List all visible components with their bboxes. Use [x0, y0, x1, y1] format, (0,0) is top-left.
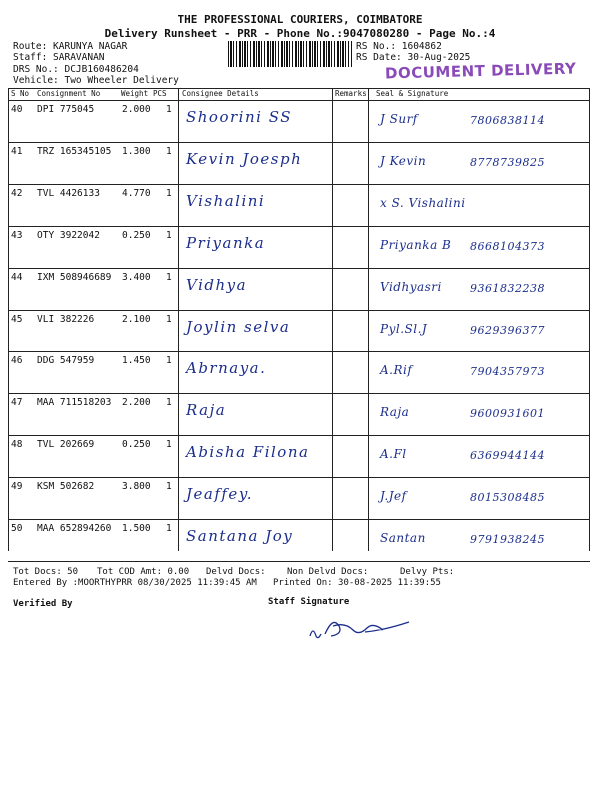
col-header-remarks: Remarks [335, 89, 367, 98]
consignment-number: MAA 711518203 [37, 397, 112, 409]
consignment-number: MAA 652894260 [37, 523, 112, 534]
consignee-name-handwritten: Santana Joy [186, 527, 294, 545]
consignee-name-handwritten: Abrnaya. [186, 359, 267, 378]
consignment-number: IXM 508946689 [37, 271, 112, 283]
table-row [8, 142, 590, 184]
delivery-points: Delvy Pts: [400, 567, 455, 577]
staff-signature-label: Staff Signature [268, 597, 350, 607]
signature-phone-handwritten: 9629396377 [470, 323, 545, 337]
serial-number: 50 [11, 523, 23, 534]
serial-number: 43 [11, 229, 23, 241]
total-cod-amount: Tot COD Amt: 0.00 [97, 567, 190, 577]
weight: 2.000 [122, 104, 151, 115]
table-row [8, 268, 590, 310]
table-row [8, 393, 590, 435]
weight: 0.250 [122, 229, 151, 241]
table-row [8, 435, 590, 477]
total-docs: Tot Docs: 50 [13, 567, 79, 577]
serial-number: 47 [11, 397, 23, 409]
pieces: 1 [166, 187, 172, 199]
col-header-consignee: Consignee Details [182, 89, 259, 98]
col-header-consignment: Consignment No [37, 89, 101, 98]
weight: 3.400 [122, 271, 151, 283]
weight: 2.200 [122, 397, 151, 409]
barcode [228, 41, 352, 67]
col-header-sno: S No [11, 89, 30, 98]
consignment-number: DDG 547959 [37, 355, 95, 367]
signature-name-handwritten: Vidhyasri [380, 279, 442, 294]
table-row [8, 477, 590, 519]
signature-name-handwritten: J Surf [380, 112, 418, 126]
pieces: 1 [166, 145, 172, 157]
weight: 0.250 [122, 439, 151, 451]
table-row [8, 100, 590, 142]
serial-number: 45 [11, 313, 23, 325]
weight: 1.450 [122, 355, 151, 367]
signature-name-handwritten: J.Jef [380, 489, 407, 504]
pieces: 1 [166, 397, 172, 409]
weight: 1.500 [122, 523, 151, 534]
weight: 4.770 [122, 187, 151, 199]
signature-phone-handwritten: 8015308485 [470, 491, 545, 505]
pieces: 1 [166, 313, 172, 325]
runsheet-subtitle: Delivery Runsheet - PRR - Phone No.:9047080280 - Page No.:4 [104, 27, 496, 40]
document-delivery-stamp: DOCUMENT DELIVERY [384, 59, 577, 83]
weight: 3.800 [122, 481, 151, 493]
pieces: 1 [166, 439, 172, 451]
signature-name-handwritten: A.Rif [380, 363, 413, 378]
consignee-name-handwritten: Vishalini [186, 191, 266, 210]
col-header-weight: Weight [121, 89, 149, 98]
company-title: THE PROFESSIONAL COURIERS, COIMBATORE [177, 13, 423, 26]
signature-phone-handwritten: 9600931601 [470, 407, 545, 421]
consignment-number: VLI 382226 [37, 313, 95, 325]
signature-name-handwritten: A.Fl [380, 447, 407, 462]
serial-number: 40 [11, 104, 23, 115]
verified-by: Verified By [13, 599, 73, 609]
signature-name-handwritten: x S. Vishalini [380, 195, 466, 210]
signature-phone-handwritten: 7904357973 [470, 365, 545, 379]
drs-number: DRS No.: DCJB160486204 [13, 64, 139, 75]
consignee-name-handwritten: Kevin Joesph [186, 149, 303, 168]
pieces: 1 [166, 523, 172, 534]
pieces: 1 [166, 229, 172, 241]
serial-number: 41 [11, 145, 23, 157]
row-divider [8, 561, 590, 562]
signature-phone-handwritten: 8778739825 [470, 155, 545, 169]
consignment-number: TVL 202669 [37, 439, 95, 451]
entered-by: Entered By :MOORTHYPRR 08/30/2025 11:39:45 AM [13, 578, 257, 588]
table-row [8, 519, 590, 561]
staff-signature [305, 612, 415, 646]
weight: 2.100 [122, 313, 151, 325]
consignment-number: OTY 3922042 [37, 229, 100, 241]
serial-number: 44 [11, 271, 23, 283]
signature-phone-handwritten: 9361832238 [470, 281, 545, 295]
consignee-name-handwritten: Priyanka [186, 233, 266, 252]
signature-phone-handwritten: 6369944144 [470, 449, 545, 463]
col-header-pcs: PCS [153, 89, 167, 98]
staff: Staff: SARAVANAN [13, 52, 105, 63]
consignee-name-handwritten: Raja [186, 401, 227, 420]
pieces: 1 [166, 271, 172, 283]
consignee-name-handwritten: Shoorini SS [186, 108, 292, 126]
serial-number: 49 [11, 481, 23, 493]
consignee-name-handwritten: Vidhya [186, 275, 248, 294]
serial-number: 46 [11, 355, 23, 367]
signature-phone-handwritten: 8668104373 [470, 239, 545, 253]
signature-name-handwritten: Priyanka B [380, 237, 452, 252]
consignee-name-handwritten: Jeaffey. [186, 485, 254, 504]
table-row [8, 351, 590, 393]
signature-name-handwritten: Pyl.Sl.J [380, 321, 428, 336]
pieces: 1 [166, 481, 172, 493]
pieces: 1 [166, 355, 172, 367]
signature-name-handwritten: J Kevin [380, 153, 427, 168]
delivered-docs: Delvd Docs: [206, 567, 266, 577]
table-row [8, 310, 590, 352]
col-header-signature: Seal & Signature [376, 89, 449, 98]
consignment-number: DPI 775045 [37, 104, 95, 115]
weight: 1.300 [122, 145, 151, 157]
consignment-number: TRZ 165345105 [37, 145, 112, 157]
serial-number: 48 [11, 439, 23, 451]
pieces: 1 [166, 104, 172, 115]
signature-name-handwritten: Raja [380, 405, 410, 420]
consignment-number: TVL 4426133 [37, 187, 100, 199]
table-row [8, 226, 590, 268]
signature-name-handwritten: Santan [380, 531, 426, 545]
vehicle: Vehicle: Two Wheeler Delivery [13, 75, 179, 86]
consignee-name-handwritten: Abisha Filona [186, 443, 310, 462]
consignment-number: KSM 502682 [37, 481, 95, 493]
signature-phone-handwritten: 9791938245 [470, 533, 545, 546]
non-delivered-docs: Non Delvd Docs: [287, 567, 369, 577]
rs-number: RS No.: 1604862 [356, 41, 442, 52]
serial-number: 42 [11, 187, 23, 199]
route: Route: KARUNYA NAGAR [13, 41, 128, 52]
consignee-name-handwritten: Joylin selva [186, 317, 291, 336]
printed-on: Printed On: 30-08-2025 11:39:55 [273, 578, 441, 588]
table-row [8, 184, 590, 226]
signature-phone-handwritten: 7806838114 [470, 114, 545, 127]
rs-date: RS Date: 30-Aug-2025 [356, 52, 471, 63]
